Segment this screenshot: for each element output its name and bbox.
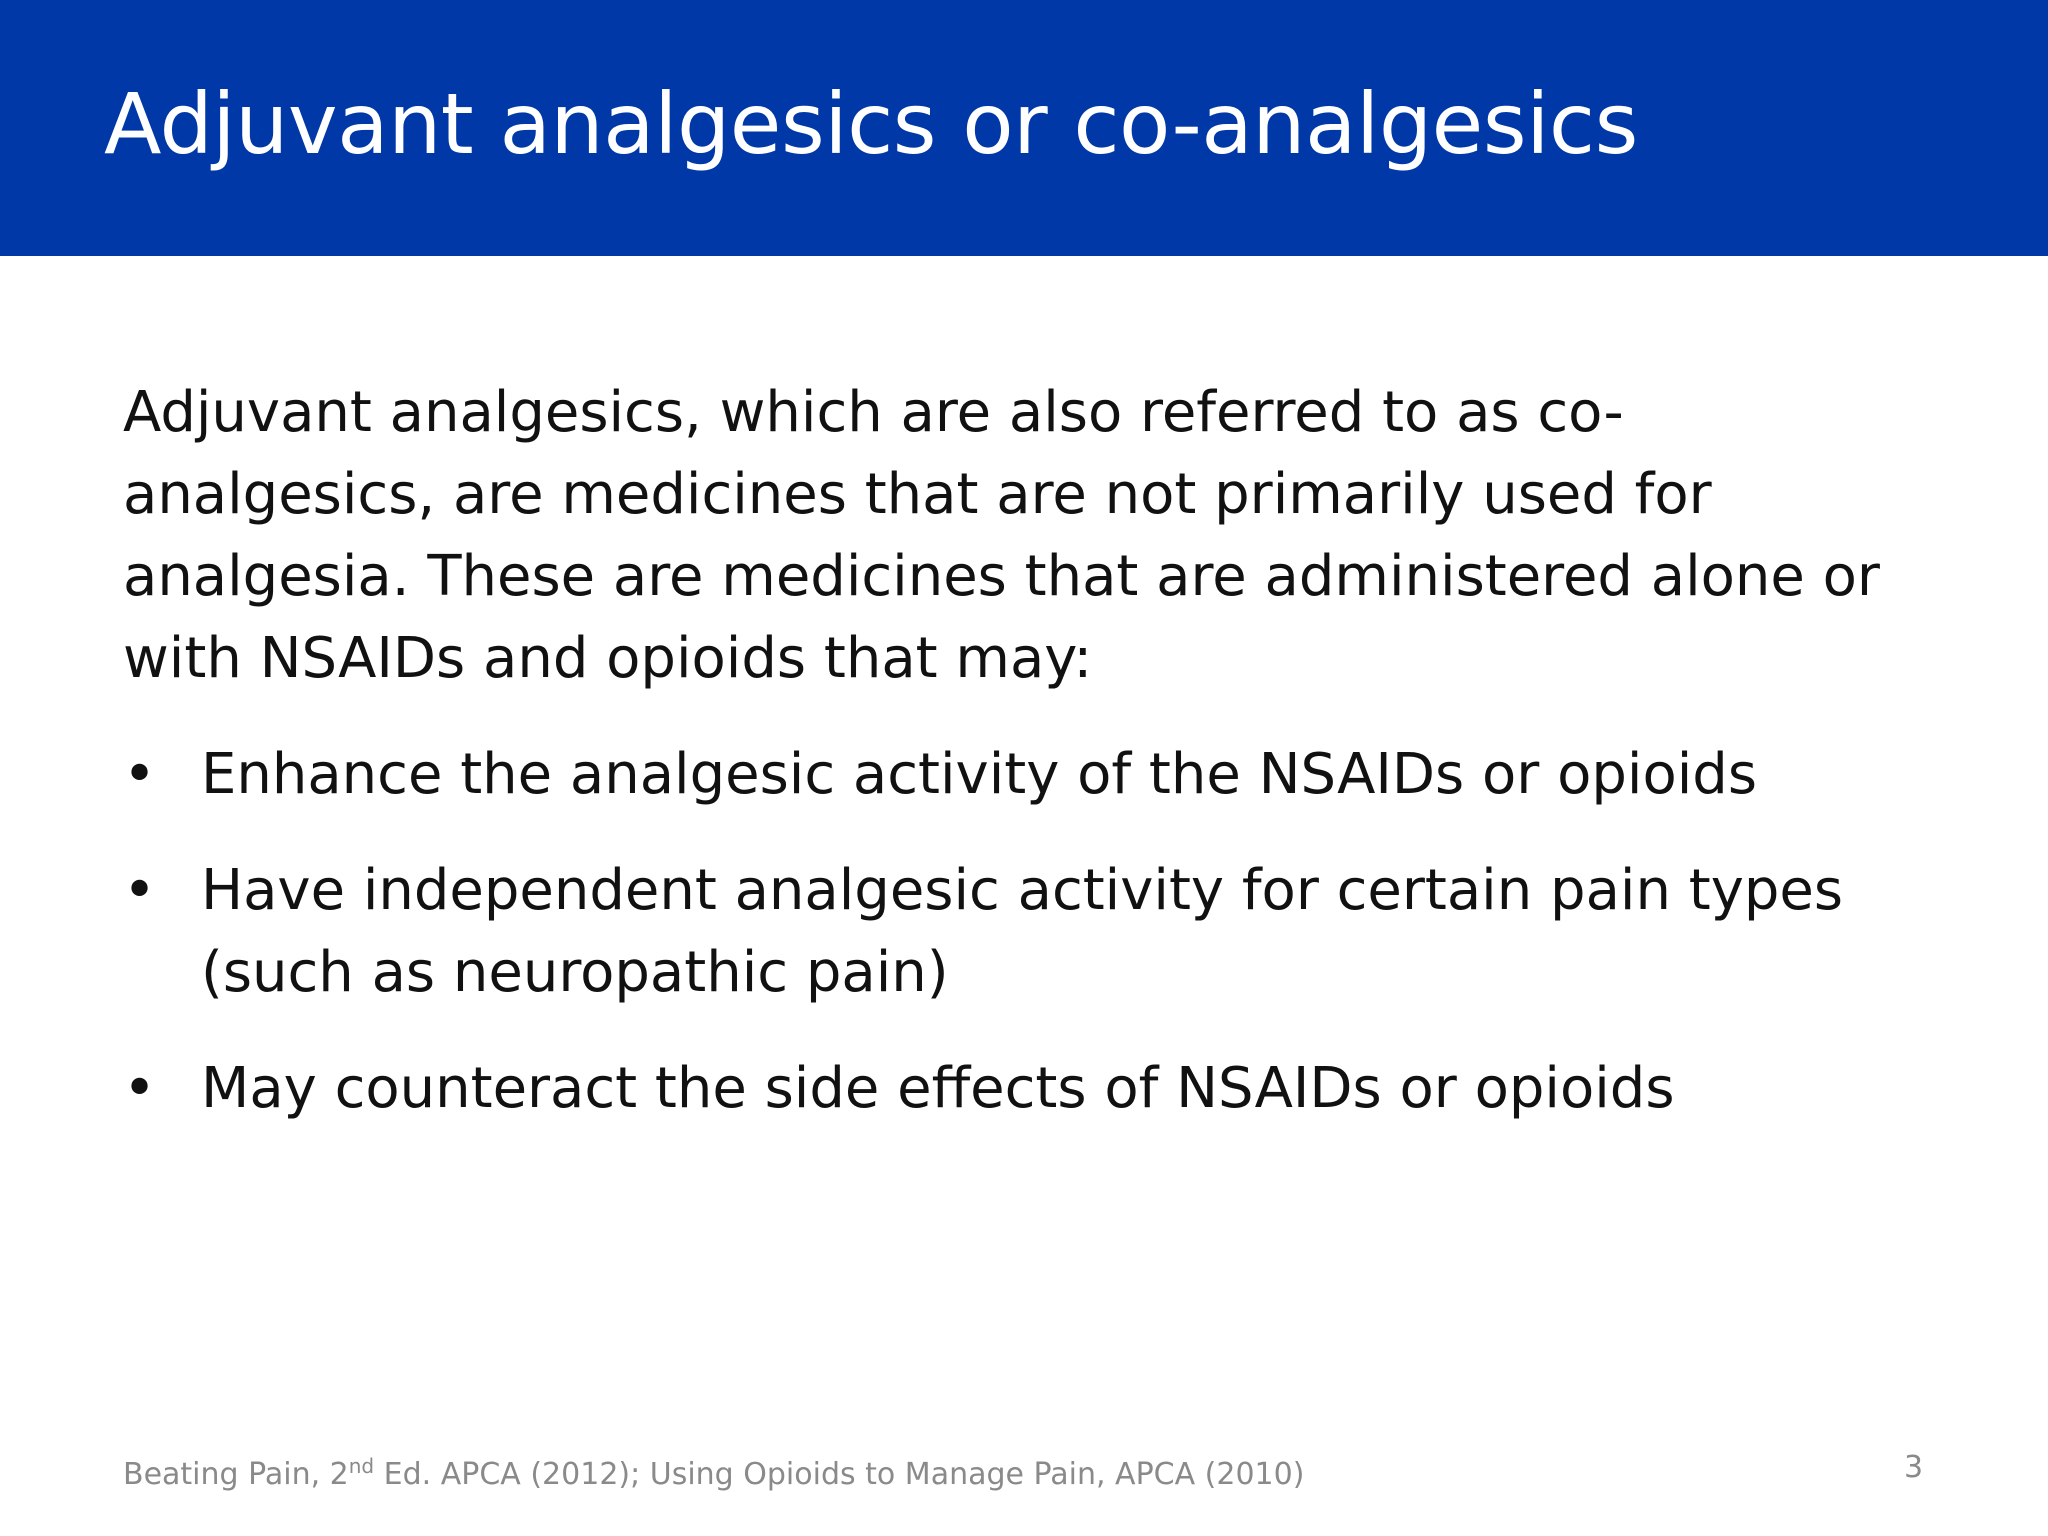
slide-title: Adjuvant analgesics or co-analgesics (104, 75, 1638, 173)
bullet-icon: • (123, 1056, 157, 1121)
bullet-item (123, 734, 1913, 816)
bullet-list (123, 734, 1913, 1130)
bullet-icon: • (123, 742, 157, 807)
title-bar (0, 0, 2048, 256)
bullet-item (123, 850, 1913, 1014)
slide-body (123, 372, 1913, 1130)
page-number: 3 (1904, 1450, 1924, 1485)
reference-text-part2: Ed. APCA (2012); Using Opioids to Manage Pain, APCA (2010) (374, 1457, 1305, 1492)
bullet-text: May counteract the side effects of NSAIDs or opioids (201, 1056, 1675, 1121)
bullet-text: Have independent analgesic activity for certain pain types (such as neuropathic pain) (201, 858, 1844, 1005)
reference-superscript: nd (348, 1454, 375, 1478)
reference-footer (123, 1454, 1305, 1492)
intro-paragraph: Adjuvant analgesics, which are also referred to as co-analgesics, are medicines that are not primarily used for analgesia. These are medicines that are administered alone or with NSAIDs and opioids that may: (123, 380, 1880, 691)
bullet-item (123, 1048, 1913, 1130)
reference-text-part1: Beating Pain, 2 (123, 1457, 349, 1492)
bullet-icon: • (123, 858, 157, 923)
bullet-text: Enhance the analgesic activity of the NSAIDs or opioids (201, 742, 1758, 807)
